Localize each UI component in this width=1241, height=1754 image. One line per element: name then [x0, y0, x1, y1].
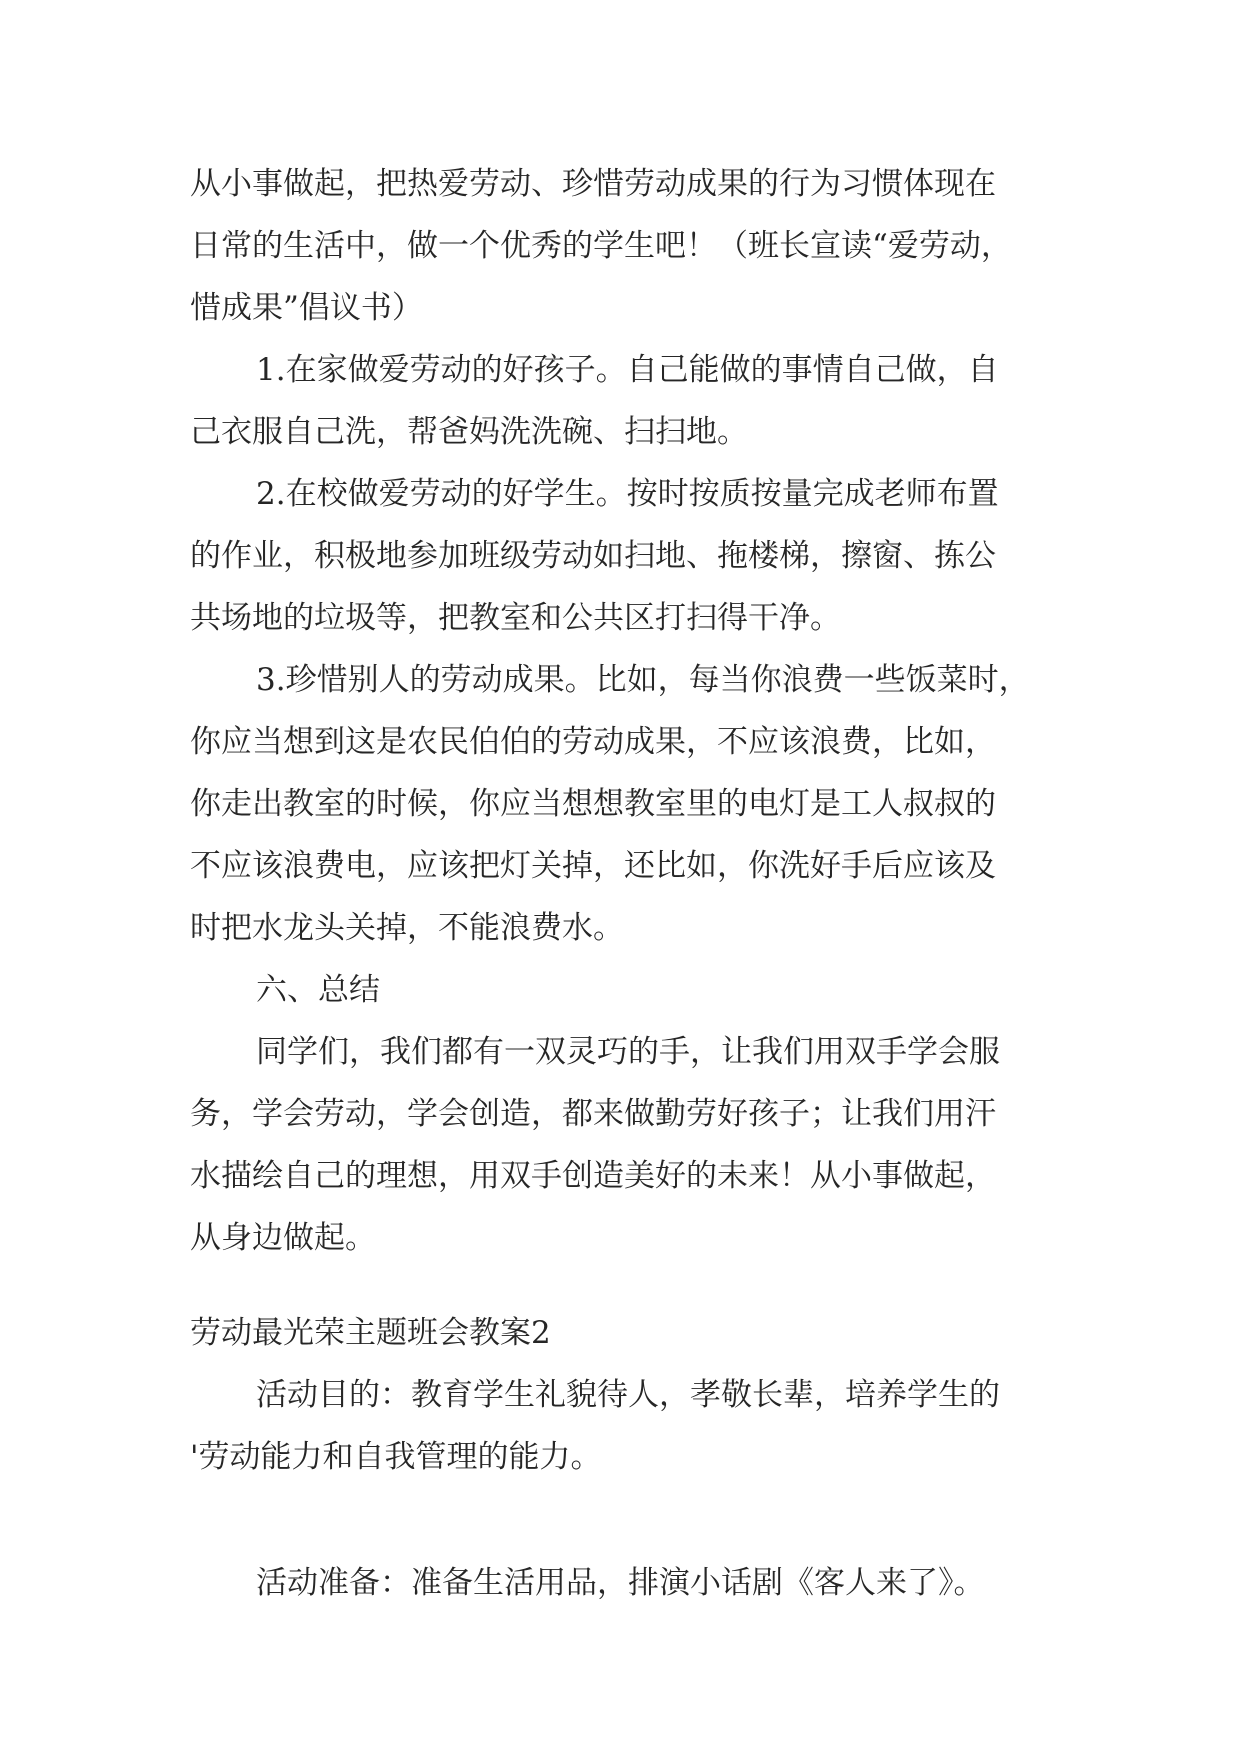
paragraph-line: 的作业，积极地参加班级劳动如扫地、拖楼梯，擦窗、拣公 [190, 538, 996, 574]
paragraph-line: 惜成果”倡议书） [190, 290, 423, 326]
paragraph-line: 日常的生活中，做一个优秀的学生吧！（班长宣读“爱劳动， [190, 228, 1012, 264]
lesson-plan-title: 劳动最光荣主题班会教案2 [190, 1315, 551, 1351]
paragraph-line: 共场地的垃圾等，把教室和公共区打扫得干净。 [190, 600, 841, 636]
paragraph-line: 水描绘自己的理想，用双手创造美好的未来！从小事做起， [190, 1158, 996, 1194]
numbered-item-2: 2.在校做爱劳动的好学生。按时按质按量完成老师布置 [256, 476, 999, 512]
paragraph-line: 从身边做起。 [190, 1220, 376, 1256]
paragraph-line: '劳动能力和自我管理的能力。 [190, 1439, 602, 1475]
paragraph-line: 你应当想到这是农民伯伯的劳动成果，不应该浪费，比如， [190, 724, 996, 760]
paragraph-line: 从小事做起，把热爱劳动、珍惜劳动成果的行为习惯体现在 [190, 166, 996, 202]
paragraph-line: 你走出教室的时候，你应当想想教室里的电灯是工人叔叔的 [190, 786, 996, 822]
numbered-item-3: 3.珍惜别人的劳动成果。比如，每当你浪费一些饭菜时， [256, 662, 1030, 698]
numbered-item-1: 1.在家做爱劳动的好孩子。自己能做的事情自己做，自 [256, 352, 999, 388]
section-heading: 六、总结 [256, 972, 380, 1008]
activity-preparation: 活动准备：准备生活用品，排演小话剧《客人来了》。 [256, 1565, 985, 1601]
paragraph-line: 同学们，我们都有一双灵巧的手，让我们用双手学会服 [256, 1034, 1000, 1070]
activity-purpose: 活动目的：教育学生礼貌待人，孝敬长辈，培养学生的 [256, 1377, 1000, 1413]
paragraph-line: 务，学会劳动，学会创造，都来做勤劳好孩子；让我们用汗 [190, 1096, 996, 1132]
paragraph-line: 己衣服自己洗，帮爸妈洗洗碗、扫扫地。 [190, 414, 748, 450]
paragraph-line: 不应该浪费电，应该把灯关掉，还比如，你洗好手后应该及 [190, 848, 996, 884]
paragraph-line: 时把水龙头关掉，不能浪费水。 [190, 910, 624, 946]
